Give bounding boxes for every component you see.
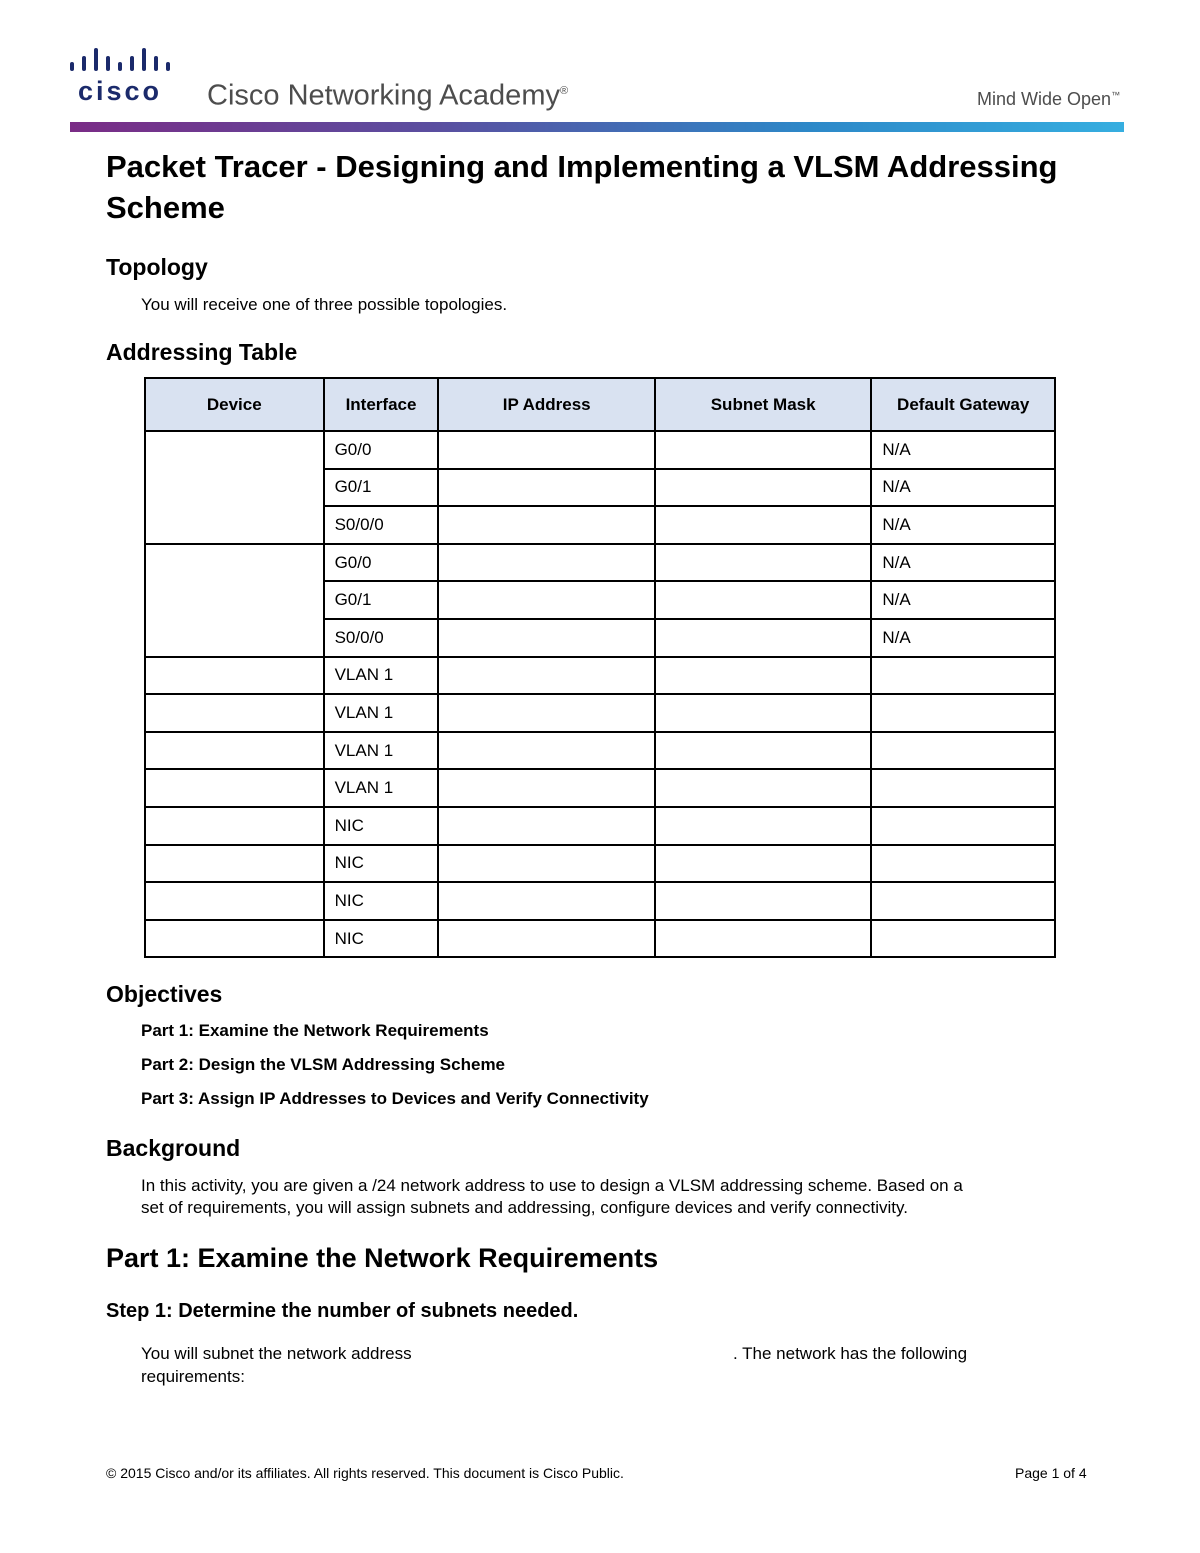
table-row xyxy=(145,657,1055,695)
topology-heading: Topology xyxy=(106,254,208,280)
cell-default-gateway xyxy=(871,882,1055,920)
cell-interface: VLAN 1 xyxy=(324,732,439,770)
cell-ip-address xyxy=(438,920,654,958)
cell-interface: VLAN 1 xyxy=(324,769,439,807)
cell-ip-address xyxy=(438,882,654,920)
cell-default-gateway xyxy=(871,657,1055,695)
cell-subnet-mask xyxy=(655,769,871,807)
cell-interface: G0/1 xyxy=(324,469,439,507)
table-row xyxy=(145,431,1055,469)
cell-default-gateway: N/A xyxy=(871,544,1055,582)
step-1-heading: Step 1: Determine the number of subnets needed. xyxy=(106,1300,579,1322)
cell-subnet-mask xyxy=(655,732,871,770)
background-heading: Background xyxy=(106,1135,241,1161)
table-body xyxy=(145,431,1055,957)
part-1-text-b: . The network has the following xyxy=(733,1344,968,1363)
academy-name-text: Cisco Networking Academy xyxy=(207,79,560,112)
cell-ip-address xyxy=(438,769,654,807)
cell-interface: S0/0/0 xyxy=(324,506,439,544)
cell-ip-address xyxy=(438,581,654,619)
cell-subnet-mask xyxy=(655,581,871,619)
table-row xyxy=(145,845,1055,883)
addressing-table-heading: Addressing Table xyxy=(106,339,298,365)
academy-name xyxy=(207,74,568,113)
header-gradient-rule xyxy=(70,122,1124,132)
tagline-text: Mind Wide Open xyxy=(977,89,1112,109)
cell-device xyxy=(145,807,324,845)
cell-default-gateway: N/A xyxy=(871,431,1055,469)
cell-ip-address xyxy=(438,506,654,544)
addressing-table xyxy=(144,377,1056,958)
table-row xyxy=(145,694,1055,732)
cell-default-gateway xyxy=(871,769,1055,807)
cell-subnet-mask xyxy=(655,845,871,883)
table-row xyxy=(145,769,1055,807)
cell-ip-address xyxy=(438,544,654,582)
cell-default-gateway xyxy=(871,807,1055,845)
cell-ip-address xyxy=(438,845,654,883)
objective-part-3: Part 3: Assign IP Addresses to Devices and Verify Connectivity xyxy=(141,1089,649,1108)
table-row xyxy=(145,807,1055,845)
cell-interface: NIC xyxy=(324,845,439,883)
cell-subnet-mask xyxy=(655,807,871,845)
background-text-line-1: In this activity, you are given a /24 network address to use to design a VLSM addressing scheme. Based on a xyxy=(141,1176,963,1195)
cell-default-gateway: N/A xyxy=(871,581,1055,619)
column-header-subnet-mask: Subnet Mask xyxy=(655,378,871,431)
cell-subnet-mask xyxy=(655,469,871,507)
cell-device xyxy=(145,920,324,958)
cell-subnet-mask xyxy=(655,882,871,920)
cell-subnet-mask xyxy=(655,506,871,544)
registered-mark: ® xyxy=(559,85,569,97)
cell-ip-address xyxy=(438,694,654,732)
page-title: Packet Tracer - Designing and Implementing a VLSM Addressing Scheme xyxy=(106,149,1058,225)
cell-ip-address xyxy=(438,619,654,657)
cell-interface: NIC xyxy=(324,920,439,958)
trademark-mark: ™ xyxy=(1111,90,1121,100)
cell-ip-address xyxy=(438,431,654,469)
cell-default-gateway: N/A xyxy=(871,469,1055,507)
footer-copyright: © 2015 Cisco and/or its affiliates. All rights reserved. This document is Cisco Public. xyxy=(106,1465,624,1481)
cell-default-gateway xyxy=(871,920,1055,958)
cell-subnet-mask xyxy=(655,431,871,469)
footer-page-number: Page 1 of 4 xyxy=(1015,1465,1087,1481)
cell-subnet-mask xyxy=(655,544,871,582)
cell-subnet-mask xyxy=(655,920,871,958)
cell-interface: G0/1 xyxy=(324,581,439,619)
table-row xyxy=(145,732,1055,770)
cell-device xyxy=(145,694,324,732)
objective-part-2: Part 2: Design the VLSM Addressing Scheme xyxy=(141,1055,506,1074)
cell-interface: VLAN 1 xyxy=(324,657,439,695)
cell-subnet-mask xyxy=(655,694,871,732)
cell-default-gateway xyxy=(871,845,1055,883)
column-header-default-gateway: Default Gateway xyxy=(871,378,1055,431)
objective-part-1: Part 1: Examine the Network Requirements xyxy=(141,1021,489,1040)
cell-default-gateway: N/A xyxy=(871,619,1055,657)
table-header-row xyxy=(145,378,1055,431)
column-header-ip-address: IP Address xyxy=(438,378,654,431)
cell-device xyxy=(145,431,324,544)
cell-ip-address xyxy=(438,657,654,695)
cell-interface: G0/0 xyxy=(324,431,439,469)
column-header-device: Device xyxy=(145,378,324,431)
cell-interface: G0/0 xyxy=(324,544,439,582)
cell-device xyxy=(145,732,324,770)
part-1-heading: Part 1: Examine the Network Requirements xyxy=(106,1243,659,1273)
cell-device xyxy=(145,544,324,657)
cell-interface: NIC xyxy=(324,807,439,845)
cell-interface: VLAN 1 xyxy=(324,694,439,732)
objectives-heading: Objectives xyxy=(106,981,223,1007)
cell-subnet-mask xyxy=(655,619,871,657)
cell-device xyxy=(145,657,324,695)
cell-subnet-mask xyxy=(655,657,871,695)
cell-default-gateway xyxy=(871,732,1055,770)
cisco-logo-wordmark: cisco xyxy=(78,76,163,106)
tagline xyxy=(977,84,1120,110)
cell-default-gateway xyxy=(871,694,1055,732)
cell-default-gateway: N/A xyxy=(871,506,1055,544)
table-row xyxy=(145,920,1055,958)
cell-device xyxy=(145,769,324,807)
part-1-text-c: requirements: xyxy=(141,1367,245,1386)
cell-ip-address xyxy=(438,807,654,845)
cell-interface: NIC xyxy=(324,882,439,920)
part-1-text-a: You will subnet the network address xyxy=(141,1344,412,1363)
cell-ip-address xyxy=(438,732,654,770)
cisco-logo-bars-icon xyxy=(68,46,180,76)
column-header-interface: Interface xyxy=(324,378,439,431)
cell-device xyxy=(145,845,324,883)
table-row xyxy=(145,544,1055,582)
cell-interface: S0/0/0 xyxy=(324,619,439,657)
cell-ip-address xyxy=(438,469,654,507)
cell-device xyxy=(145,882,324,920)
table-row xyxy=(145,882,1055,920)
topology-text: You will receive one of three possible topologies. xyxy=(141,295,508,314)
background-text-line-2: set of requirements, you will assign subnets and addressing, configure devices and verify connectivity. xyxy=(141,1198,908,1217)
